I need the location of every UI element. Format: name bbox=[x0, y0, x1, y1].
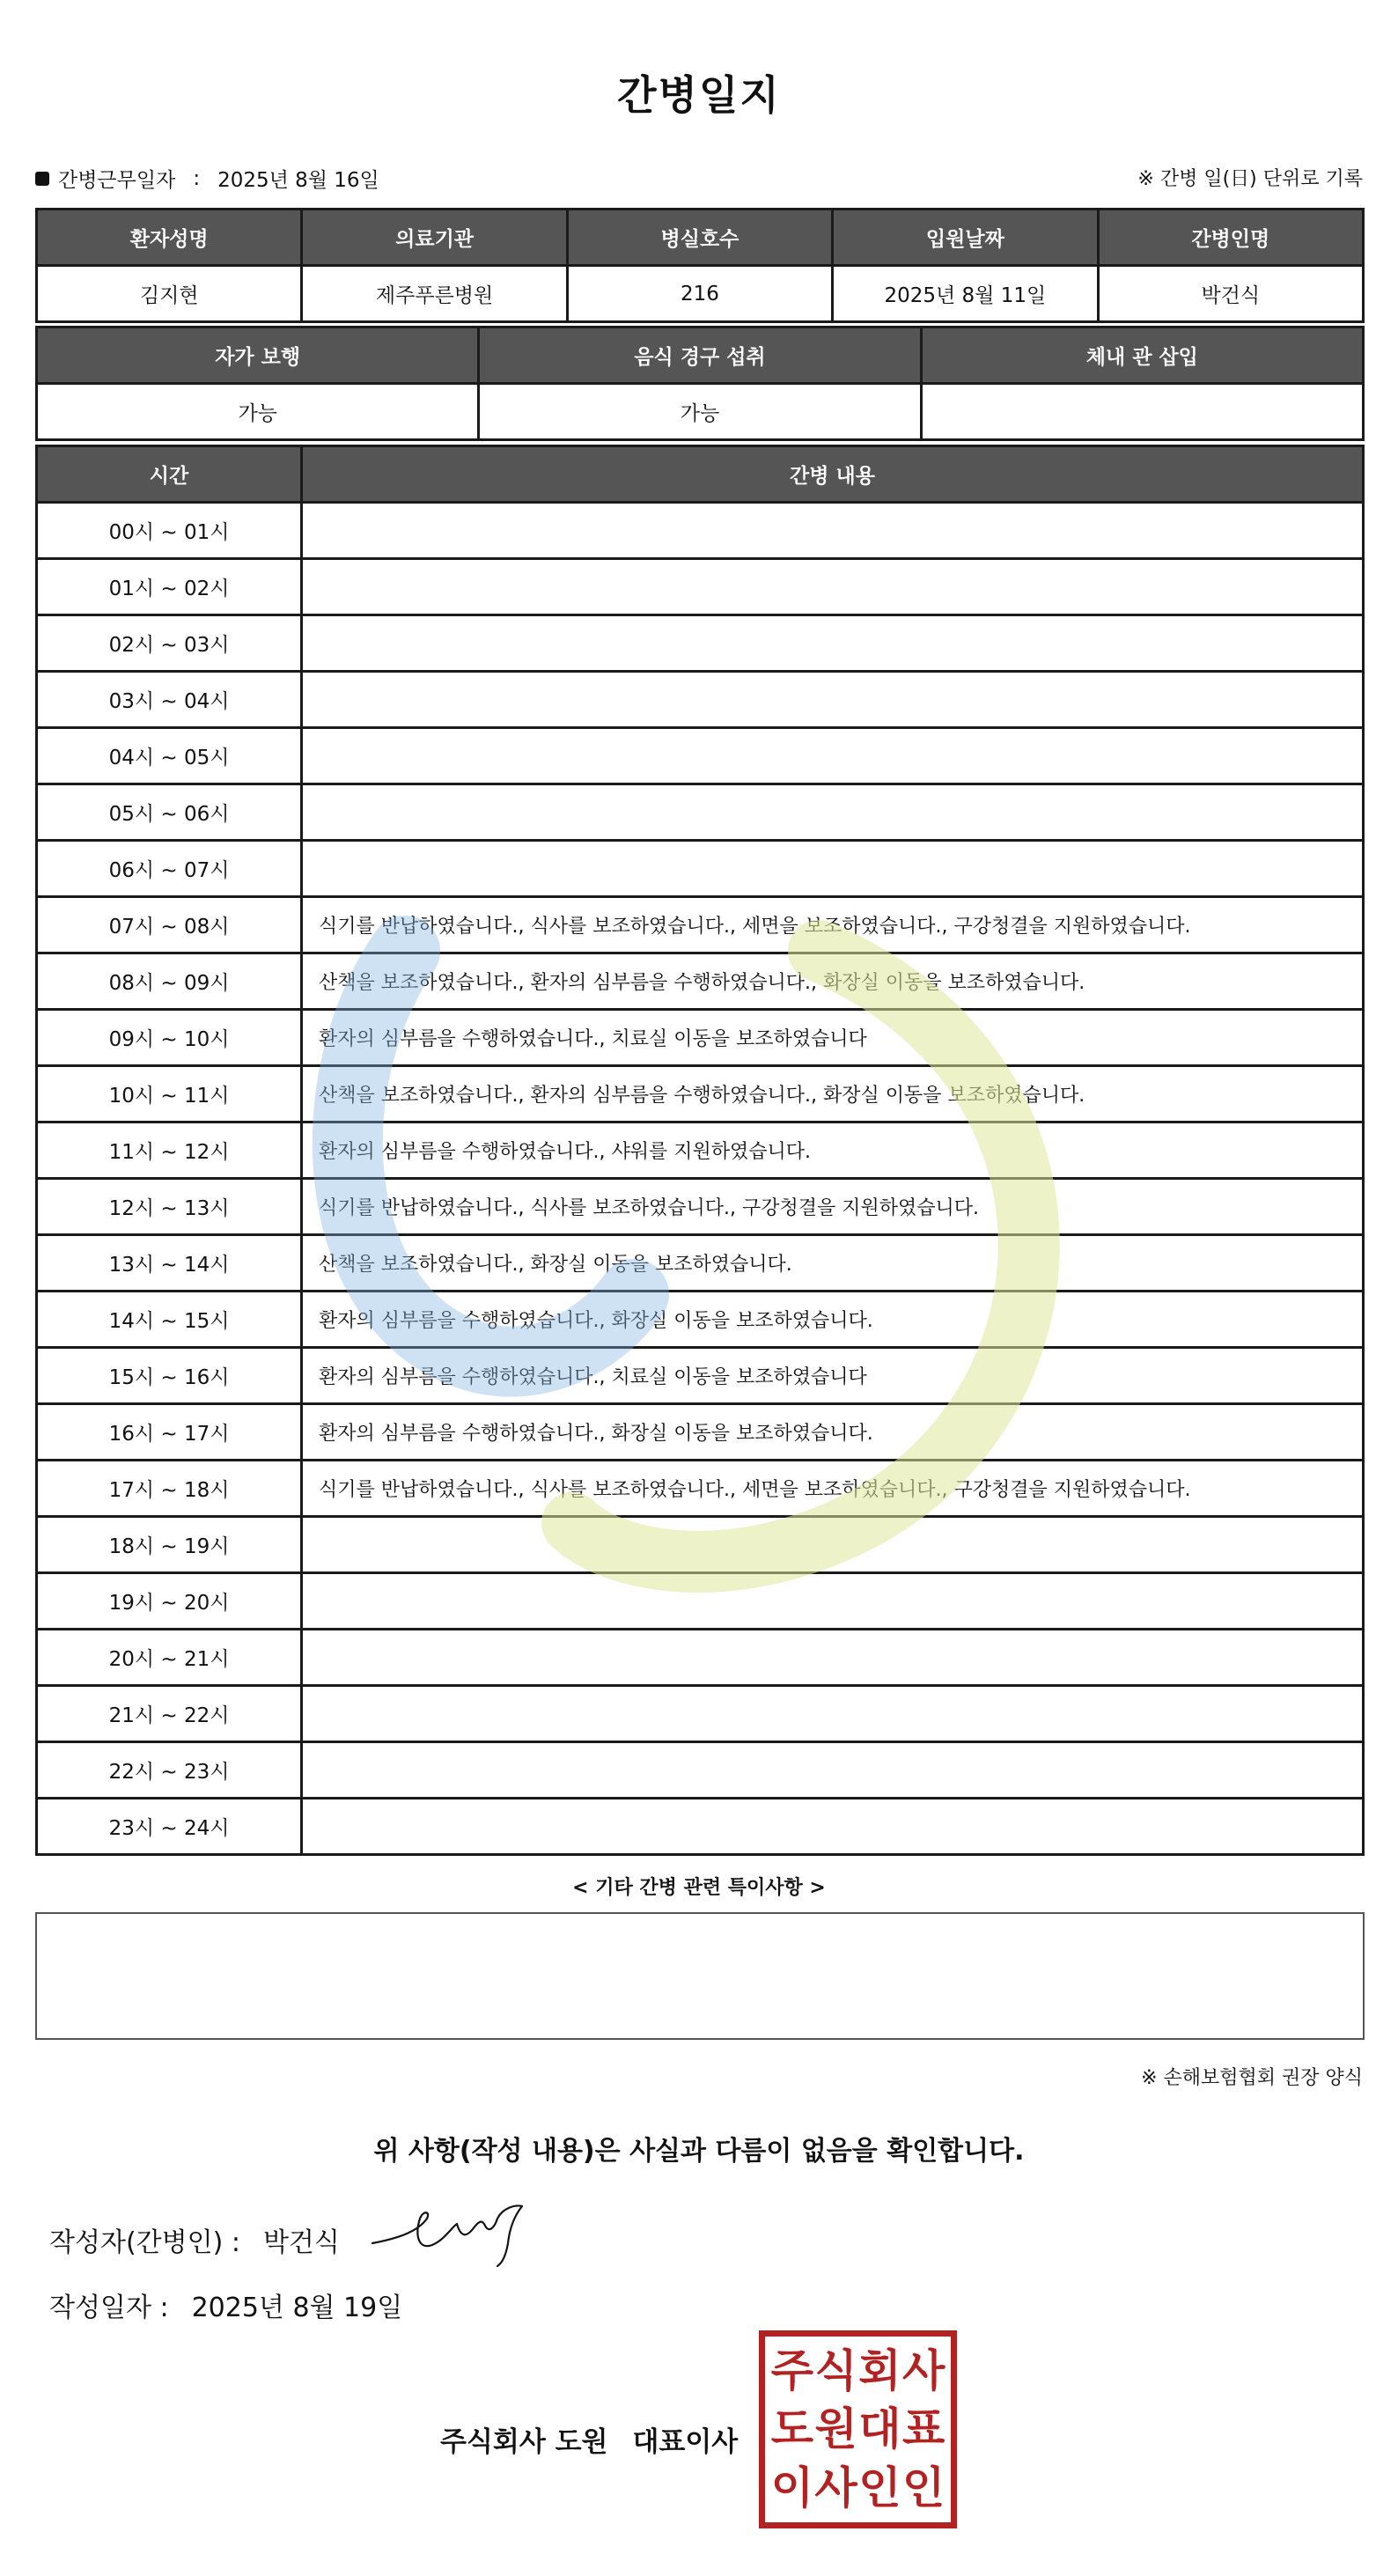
content-cell: 환자의 심부름을 수행하였습니다., 치료실 이동을 보조하였습니다 bbox=[302, 1010, 1364, 1066]
company-name: 주식회사 도원 bbox=[440, 2426, 608, 2458]
time-cell: 03시 ~ 04시 bbox=[37, 672, 302, 728]
work-date-value: 2025년 8월 16일 bbox=[217, 169, 379, 192]
table-row bbox=[37, 1404, 1364, 1461]
seal-char: 원 bbox=[814, 2403, 857, 2455]
hospital-cell: 제주푸른병원 bbox=[302, 266, 567, 322]
work-date-separator: : bbox=[193, 166, 201, 190]
signature-icon bbox=[365, 2192, 533, 2271]
table-row bbox=[37, 1573, 1364, 1630]
time-cell: 15시 ~ 16시 bbox=[37, 1348, 302, 1404]
header-tube: 체내 관 삽입 bbox=[921, 328, 1363, 384]
seal-char: 도 bbox=[770, 2403, 814, 2455]
time-cell: 11시 ~ 12시 bbox=[37, 1122, 302, 1179]
table-row bbox=[37, 503, 1364, 559]
table-row bbox=[37, 1799, 1364, 1855]
header-room: 병실호수 bbox=[567, 210, 832, 266]
admission-date-cell: 2025년 8월 11일 bbox=[833, 266, 1098, 322]
table-row bbox=[37, 1066, 1364, 1122]
walking-cell: 가능 bbox=[37, 384, 479, 440]
table-row bbox=[37, 1122, 1364, 1179]
time-cell: 19시 ~ 20시 bbox=[37, 1573, 302, 1630]
company-seal-icon bbox=[759, 2330, 957, 2528]
time-cell: 22시 ~ 23시 bbox=[37, 1742, 302, 1799]
table-row bbox=[37, 1461, 1364, 1517]
table-row bbox=[37, 1630, 1364, 1686]
table-row bbox=[37, 1179, 1364, 1235]
table-row bbox=[37, 615, 1364, 672]
bullet-square-icon bbox=[35, 172, 49, 186]
table-row bbox=[37, 841, 1364, 897]
content-cell: 식기를 반납하였습니다., 식사를 보조하였습니다., 구강청결을 지원하였습니다. bbox=[302, 1179, 1364, 1235]
table-row bbox=[37, 1742, 1364, 1799]
content-cell: 식기를 반납하였습니다., 식사를 보조하였습니다., 세면을 보조하였습니다., 구강청결을 지원하였습니다. bbox=[302, 897, 1364, 953]
write-date-label: 작성일자 : bbox=[49, 2293, 169, 2323]
seal-char: 인 bbox=[901, 2462, 945, 2513]
content-cell bbox=[302, 1742, 1364, 1799]
header-walking: 자가 보행 bbox=[37, 328, 479, 384]
seal-char: 주 bbox=[770, 2345, 814, 2397]
company-role: 대표이사 bbox=[632, 2426, 739, 2458]
tube-cell bbox=[921, 384, 1363, 440]
time-cell: 09시 ~ 10시 bbox=[37, 1010, 302, 1066]
seal-char: 사 bbox=[901, 2345, 945, 2397]
patient-info-table bbox=[35, 208, 1365, 323]
write-date-value: 2025년 8월 19일 bbox=[191, 2293, 403, 2323]
work-date-label: 간병근무일자 bbox=[58, 169, 176, 192]
write-date-line bbox=[49, 2285, 402, 2324]
seal-char: 이 bbox=[770, 2462, 814, 2513]
content-cell: 환자의 심부름을 수행하였습니다., 화장실 이동을 보조하였습니다. bbox=[302, 1292, 1364, 1348]
page-title: 간병일지 bbox=[617, 71, 781, 119]
seal-char: 식 bbox=[814, 2345, 857, 2397]
time-cell: 06시 ~ 07시 bbox=[37, 841, 302, 897]
seal-char: 인 bbox=[858, 2462, 901, 2513]
work-date bbox=[35, 164, 379, 193]
table-row bbox=[37, 559, 1364, 615]
time-cell: 02시 ~ 03시 bbox=[37, 615, 302, 672]
table-row bbox=[37, 1686, 1364, 1742]
table-row bbox=[37, 672, 1364, 728]
form-note: ※ 손해보험협회 권장 양식 bbox=[1141, 2067, 1363, 2089]
patient-status-table bbox=[35, 326, 1365, 441]
seal-char: 회 bbox=[858, 2345, 901, 2397]
content-cell bbox=[302, 728, 1364, 784]
time-cell: 13시 ~ 14시 bbox=[37, 1235, 302, 1292]
content-cell: 산책을 보조하였습니다., 환자의 심부름을 수행하였습니다., 화장실 이동을 보조하였습니다. bbox=[302, 1066, 1364, 1122]
time-cell: 14시 ~ 15시 bbox=[37, 1292, 302, 1348]
content-cell bbox=[302, 503, 1364, 559]
time-cell: 08시 ~ 09시 bbox=[37, 953, 302, 1010]
writer-name: 박건식 bbox=[262, 2227, 340, 2258]
content-cell bbox=[302, 1686, 1364, 1742]
time-cell: 00시 ~ 01시 bbox=[37, 503, 302, 559]
time-cell: 12시 ~ 13시 bbox=[37, 1179, 302, 1235]
time-cell: 10시 ~ 11시 bbox=[37, 1066, 302, 1122]
header-hospital: 의료기관 bbox=[302, 210, 567, 266]
seal-char: 표 bbox=[901, 2403, 945, 2455]
content-cell bbox=[302, 615, 1364, 672]
unit-note: ※ 간병 일(日) 단위로 기록 bbox=[1137, 168, 1363, 190]
table-row bbox=[37, 266, 1364, 322]
header-oral-intake: 음식 경구 섭취 bbox=[479, 328, 921, 384]
content-cell: 식기를 반납하였습니다., 식사를 보조하였습니다., 세면을 보조하였습니다., 구강청결을 지원하였습니다. bbox=[302, 1461, 1364, 1517]
time-cell: 21시 ~ 22시 bbox=[37, 1686, 302, 1742]
table-header-row bbox=[37, 210, 1364, 266]
header-care-content: 간병 내용 bbox=[302, 446, 1364, 503]
seal-char: 대 bbox=[858, 2403, 901, 2455]
table-row bbox=[37, 384, 1364, 440]
header-admission-date: 입원날짜 bbox=[833, 210, 1098, 266]
care-log-table bbox=[35, 445, 1365, 1856]
time-cell: 18시 ~ 19시 bbox=[37, 1517, 302, 1573]
time-cell: 05시 ~ 06시 bbox=[37, 784, 302, 841]
header-time: 시간 bbox=[37, 446, 302, 503]
header-caregiver: 간병인명 bbox=[1098, 210, 1363, 266]
content-cell: 환자의 심부름을 수행하였습니다., 치료실 이동을 보조하였습니다 bbox=[302, 1348, 1364, 1404]
room-cell: 216 bbox=[567, 266, 832, 322]
content-cell: 산책을 보조하였습니다., 환자의 심부름을 수행하였습니다., 화장실 이동을 보조하였습니다. bbox=[302, 953, 1364, 1010]
time-cell: 07시 ~ 08시 bbox=[37, 897, 302, 953]
table-row bbox=[37, 728, 1364, 784]
writer-label: 작성자(간병인) : bbox=[49, 2227, 240, 2258]
time-cell: 17시 ~ 18시 bbox=[37, 1461, 302, 1517]
table-header-row bbox=[37, 328, 1364, 384]
table-row bbox=[37, 1010, 1364, 1066]
time-cell: 04시 ~ 05시 bbox=[37, 728, 302, 784]
time-cell: 23시 ~ 24시 bbox=[37, 1799, 302, 1855]
table-header-row bbox=[37, 446, 1364, 503]
content-cell bbox=[302, 841, 1364, 897]
writer-line bbox=[49, 2220, 340, 2259]
oral-intake-cell: 가능 bbox=[479, 384, 921, 440]
notes-title: < 기타 간병 관련 특이사항 > bbox=[572, 1877, 826, 1899]
table-row bbox=[37, 953, 1364, 1010]
time-cell: 20시 ~ 21시 bbox=[37, 1630, 302, 1686]
content-cell bbox=[302, 559, 1364, 615]
time-cell: 01시 ~ 02시 bbox=[37, 559, 302, 615]
content-cell: 산책을 보조하였습니다., 화장실 이동을 보조하였습니다. bbox=[302, 1235, 1364, 1292]
header-patient-name: 환자성명 bbox=[37, 210, 302, 266]
content-cell bbox=[302, 1573, 1364, 1630]
content-cell: 환자의 심부름을 수행하였습니다., 샤워를 지원하였습니다. bbox=[302, 1122, 1364, 1179]
table-row bbox=[37, 784, 1364, 841]
patient-name-cell: 김지현 bbox=[37, 266, 302, 322]
content-cell: 환자의 심부름을 수행하였습니다., 화장실 이동을 보조하였습니다. bbox=[302, 1404, 1364, 1461]
table-row bbox=[37, 1517, 1364, 1573]
content-cell bbox=[302, 784, 1364, 841]
content-cell bbox=[302, 1517, 1364, 1573]
table-row bbox=[37, 1235, 1364, 1292]
notes-box bbox=[35, 1912, 1365, 2040]
table-row bbox=[37, 1292, 1364, 1348]
table-row bbox=[37, 897, 1364, 953]
seal-char: 사 bbox=[814, 2462, 857, 2513]
time-cell: 16시 ~ 17시 bbox=[37, 1404, 302, 1461]
company-line bbox=[440, 2419, 738, 2459]
content-cell bbox=[302, 1630, 1364, 1686]
content-cell bbox=[302, 1799, 1364, 1855]
table-row bbox=[37, 1348, 1364, 1404]
caregiver-cell: 박건식 bbox=[1098, 266, 1363, 322]
content-cell bbox=[302, 672, 1364, 728]
confirmation-statement: 위 사항(작성 내용)은 사실과 다름이 없음을 확인합니다. bbox=[373, 2136, 1025, 2167]
